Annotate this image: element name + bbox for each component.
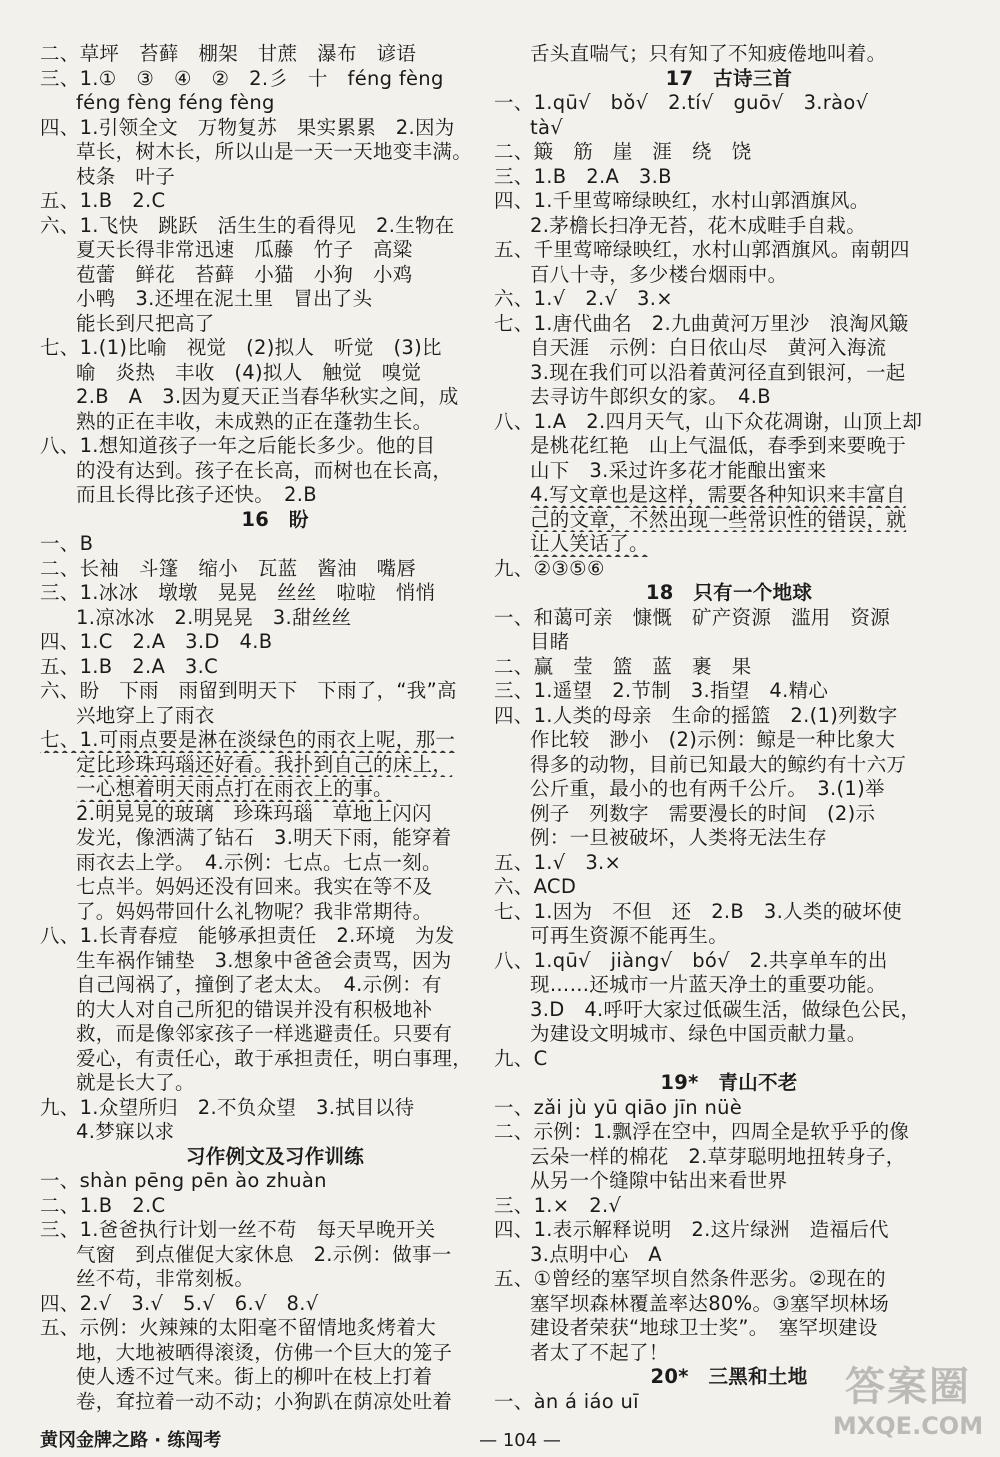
answer-line: 草长，树木长，所以山是一天一天地变丰满。 [76,140,473,163]
answer-line: 一、和蔼可亲 慷慨 矿产资源 滥用 资源 [494,605,891,629]
section-heading: 19* 青山不老 [660,1071,798,1094]
answer-line: 2.茅檐长扫净无苔，花木成畦手自栽。 [530,213,867,237]
answer-line: 2.B A 3.因为夏天正当春华秋实之间，成 [76,385,459,408]
answer-line: 二、示例：1.飘浮在空中，四周全是软乎乎的像 [494,1120,910,1143]
answer-line: 七、1.(1)比喻 视觉 (2)拟人 听觉 (3)比 [40,336,442,359]
answer-line: 七、1.唐代曲名 2.九曲黄河万里沙 浪淘风簸 [494,311,909,335]
answer-line: 百八十寺，多少楼台烟雨中。 [530,262,788,286]
answer-line: 三、1.爸爸执行计划一丝不苟 每天早晚开关 [40,1218,436,1241]
answer-line: 五、1.√ 3.× [494,850,622,874]
answer-line: 卷，耷拉着一动不动；小狗趴在荫凉处吐着 [76,1389,453,1413]
answer-line: 1.凉冰冰 2.明晃晃 3.甜丝丝 [76,605,352,629]
answer-line: 生车祸作铺垫 3.想象中爸爸会责骂，因为 [76,948,452,972]
answer-line: 自天涯 示例：白日依山尽 黄河入海流 [530,336,887,359]
book-title: 黄冈金牌之路 · 练闯考 [40,1430,222,1451]
answer-line: 八、1.长青春痘 能够承担责任 2.环境 为发 [40,924,455,947]
answer-line: 一、B [40,532,94,555]
answer-line: 3.现在我们可以沿着黄河径直到银河，一起 [530,360,906,384]
answer-line: 五、千里莺啼绿映红，水村山郭酒旗风。南朝四 [494,238,910,261]
answer-line: 己的文章，不然出现一些常识性的错误，就 [530,507,907,531]
section-heading: 16 盼 [241,507,309,531]
answer-line: 九、②③⑤⑥ [494,556,605,580]
answer-line: 现……还城市一片蓝天净土的重要功能。 [530,973,887,996]
answer-line: 地，大地被晒得滚烫，仿佛一个巨大的笼子 [76,1340,453,1364]
page-footer [40,1430,960,1452]
answer-line: 八、1.想知道孩子一年之后能长多少。他的目 [40,434,436,457]
section-heading: 习作例文及习作训练 [185,1144,365,1168]
answer-line: 九、1.众望所归 2.不负众望 3.拭目以待 [40,1095,415,1119]
answer-line: 五、1.B 2.A 3.C [40,654,219,678]
answer-line: 二、1.B 2.C [40,1193,166,1217]
answer-line: 六、ACD [494,875,577,898]
section-heading: 17 古诗三首 [665,66,793,90]
answer-line: 丝不苟，非常刻板。 [76,1267,255,1290]
answer-line: 一心想着明天雨点打在雨衣上的事。 [76,777,393,800]
answer-line: 七、1.可雨点要是淋在淡绿色的雨衣上呢，那一 [40,728,456,751]
answer-line: 是桃花红艳 山上气温低，春季到来要晚于 [530,434,907,457]
answer-line: 而且长得比孩子还快。 2.B [76,483,317,506]
answer-line: 七、1.因为 不但 还 2.B 3.人类的破坏使 [494,899,902,923]
answer-line: 雨衣去上学。 4.示例：七点。七点一刻。 [76,850,442,874]
answer-line: 一、àn á iáo uī [494,1389,639,1413]
left-answer-column [40,42,510,1414]
answer-line: 夏天长得非常迅速 瓜藤 竹子 高粱 [76,238,413,261]
answer-line: 建设者荣获“地球卫士奖”。 塞罕坝建设 [530,1316,878,1339]
answer-line: 4.梦寐以求 [76,1120,175,1143]
answer-line: 2.明晃晃的玻璃 珍珠玛瑙 草地上闪闪 [76,801,432,825]
answer-line: 为建设文明城市、绿色中国贡献力量。 [530,1022,867,1045]
section-heading: 18 只有一个地球 [645,581,813,604]
answer-line: 二、赢 莹 篮 蓝 裹 果 [494,654,752,678]
answer-line: 得多的动物，目前已知最大的鲸约有十六万 [530,752,907,776]
answer-line: 例：一旦被破坏，人类将无法生存 [530,826,828,849]
answer-line: 例子 列数字 需要漫长的时间 (2)示 [530,801,876,825]
answer-line: 一、shàn pēng pēn ào zhuàn [40,1169,327,1192]
answer-line: 爱心，有责任心，敢于承担责任，明白事理， [76,1046,473,1070]
answer-line: 一、zǎi jù yū qiāo jīn nüè [494,1095,743,1119]
right-answer-column [494,42,964,1414]
answer-line: 3.D 4.呼吁大家过低碳生活，做绿色公民， [530,997,921,1021]
answer-line: 就是长大了。 [76,1071,195,1094]
answer-line: 八、1.qū√ jiàng√ bó√ 2.共享单车的出 [494,948,888,972]
answer-line: 了。妈妈带回什么礼物呢？我非常期待。 [76,899,433,923]
answer-line: 六、1.飞快 跳跃 活生生的看得见 2.生物在 [40,213,455,237]
answer-line: 者太了不起了！ [530,1340,669,1364]
section-heading: 20* 三黑和土地 [650,1365,808,1388]
answer-line: 让人笑话了。 [530,532,649,555]
answer-line: 可再生资源不能再生。 [530,924,729,947]
answer-line: 使人透不过气来。街上的柳叶在枝上打着 [76,1365,433,1388]
page-number: — 104 — [479,1430,561,1451]
answer-line: 二、草坪 苔藓 棚架 甘蔗 瀑布 谚语 [40,42,417,65]
answer-line: 二、簸 筋 崖 涯 绕 饶 [494,140,752,163]
answer-line: 的大人对自己所犯的错误并没有积极地补 [76,997,433,1021]
answer-line: 舌头直喘气；只有知了不知疲倦地叫着。 [530,42,887,65]
answer-line: 3.点明中心 A [530,1242,662,1266]
answer-line: 四、1.引领全文 万物复苏 果实累累 2.因为 [40,115,455,139]
answer-line: 四、1.C 2.A 3.D 4.B [40,630,273,653]
answer-line: 苞蕾 鲜花 苔藓 小猫 小狗 小鸡 [76,262,413,286]
answer-line: 三、1.冰冰 墩墩 晃晃 丝丝 啦啦 悄悄 [40,581,436,604]
answer-line: 枝条 叶子 [76,164,176,188]
answer-line: 三、1.① ③ ④ ② 2.彡 十 féng fèng [40,66,444,90]
watermark-top-text: 答案圈 [845,1364,971,1410]
answer-line: 的没有达到。孩子在长高，而树也在长高， [76,458,453,482]
answer-line: 熟的正在丰收，未成熟的正在蓬勃生长。 [76,409,433,433]
site-watermark-logo [828,1355,988,1450]
answer-line: 五、1.B 2.C [40,189,166,212]
answer-line: 七点半。妈妈还没有回来。我实在等不及 [76,875,433,898]
answer-line: 五、①曾经的塞罕坝自然条件恶劣。②现在的 [494,1267,886,1290]
answer-line: 八、1.A 2.四月天气，山下众花凋谢，山顶上却 [494,409,923,433]
answer-line: 云朵一样的棉花 2.草芽聪明地扭转身子， [530,1144,906,1168]
answer-line: 四、1.表示解释说明 2.这片绿洲 造福后代 [494,1218,889,1241]
answer-line: 兴地穿上了雨衣 [76,703,215,727]
answer-line: 山下 3.采过许多花才能酿出蜜来 [530,458,827,482]
answer-line: 四、1.人类的母亲 生命的摇篮 2.(1)列数字 [494,703,898,727]
answer-line: 九、C [494,1046,548,1070]
answer-line: 定比珍珠玛瑙还好看。我扑到自己的床上， [76,752,453,776]
answer-line: 4.写文章也是这样，需要各种知识来丰富自 [530,483,906,506]
answer-line: 四、2.√ 3.√ 5.√ 6.√ 8.√ [40,1291,319,1315]
answer-line: 二、长袖 斗篷 缩小 瓦蓝 酱油 嘴唇 [40,556,417,580]
answer-line: 小鸭 3.还埋在泥土里 冒出了头 [76,287,373,310]
answer-line: 喻 炎热 丰收 (4)拟人 触觉 嗅觉 [76,360,422,384]
answer-line: 塞罕坝森林覆盖率达80%。③塞罕坝林场 [530,1291,890,1315]
answer-line: 三、1.B 2.A 3.B [494,164,672,188]
answer-line: féng fèng féng fèng [76,91,275,114]
answer-line: 救，而是像邻家孩子一样逃避责任。只要有 [76,1022,453,1045]
answer-line: 三、1.× 2.√ [494,1193,622,1217]
answer-line: 能长到尺把高了 [76,311,215,335]
answer-line: 从另一个缝隙中钻出来看世界 [530,1169,788,1192]
answer-line: 三、1.遥望 2.节制 3.指望 4.精心 [494,679,829,702]
answer-line: 一、1.qū√ bǒ√ 2.tí√ guō√ 3.rào√ [494,91,869,114]
answer-line: 六、1.√ 2.√ 3.× [494,287,673,310]
answer-line: 发光，像洒满了钻石 3.明天下雨，能穿着 [76,826,452,849]
answer-line: 六、盼 下雨 雨留到明天下 下雨了，“我”高 [40,679,457,702]
answer-line: tà√ [530,115,563,139]
watermark-url-text: MXQE.COM [832,1412,984,1440]
answer-line: 气窗 到点催促大家休息 2.示例：做事一 [76,1242,452,1266]
answer-line: 四、1.千里莺啼绿映红，水村山郭酒旗风。 [494,189,870,212]
answer-line: 目睹 [530,630,570,653]
answer-line: 作比较 渺小 (2)示例：鲸是一种比象大 [530,728,896,751]
answer-line: 五、示例：火辣辣的太阳毫不留情地炙烤着大 [40,1316,437,1339]
answer-line: 公斤重，最小的也有两千公斤。 3.(1)举 [530,777,885,800]
answer-line: 自己闯祸了，撞倒了老太太。 4.示例：有 [76,973,442,996]
answer-line: 去寻访牛郎织女的家。 4.B [530,385,771,408]
